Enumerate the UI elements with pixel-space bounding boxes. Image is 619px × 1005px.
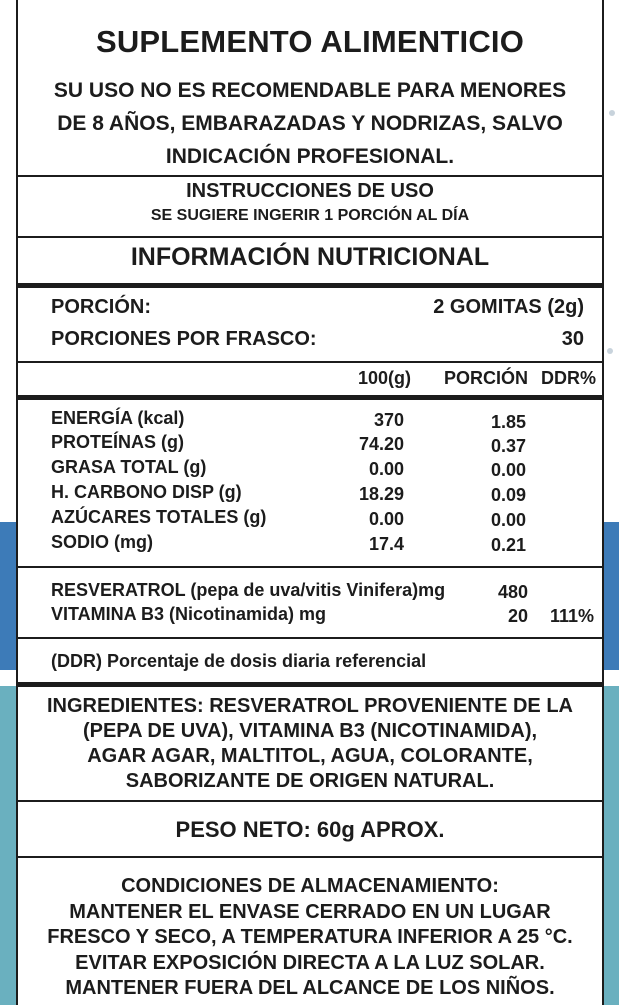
divider [18,175,602,177]
divider [18,236,602,238]
divider [18,566,602,568]
vitamin-b3-ddr: 111% [549,606,594,626]
nutrition-heading: INFORMACIÓN NUTRICIONAL [130,243,490,271]
nutrient-portion: 0.21 [490,535,526,555]
nutrient-portion: 1.85 [490,412,526,432]
storage-line: MANTENER EL ENVASE CERRADO EN UN LUGAR [69,900,551,923]
instructions-heading: INSTRUCCIONES DE USO [186,180,434,202]
serving-value: 2 GOMITAS (2g) [433,296,584,318]
serving-label: PORCIÓN: [51,296,151,318]
storage-line: EVITAR EXPOSICIÓN DIRECTA A LA LUZ SOLAR. [75,951,545,974]
servings-label: PORCIONES POR FRASCO: [51,328,317,350]
warning-text [18,74,602,173]
storage-line: CONDICIONES DE ALMACENAMIENTO: [121,875,499,897]
column-header-ddr: DDR% [541,368,597,388]
nutrient-per100: 18.29 [358,484,404,504]
nutrient-name: GRASA TOTAL (g) [51,457,207,477]
nutrient-name: PROTEÍNAS (g) [51,432,184,452]
nutrient-portion: 0.00 [490,510,526,530]
ingredients-text [18,694,602,794]
nutrient-per100: 0.00 [368,509,404,529]
molecule-dot-icon [609,110,615,116]
servings-value: 30 [561,328,584,350]
divider [18,856,602,858]
nutrient-per100: 0.00 [368,459,404,479]
storage-line: MANTENER FUERA DEL ALCANCE DE LOS NIÑOS. [65,977,555,999]
column-header-portion: PORCIÓN [444,368,529,388]
ingredients-line: SABORIZANTE DE ORIGEN NATURAL. [125,770,495,792]
nutrient-name: H. CARBONO DISP (g) [51,482,242,502]
divider [18,800,602,802]
storage-conditions [18,874,602,1002]
label-title: SUPLEMENTO ALIMENTICIO [95,24,525,59]
warning-line: INDICACIÓN PROFESIONAL. [165,145,455,168]
thick-divider [18,395,602,400]
ingredients-line: INGREDIENTES: RESVERATROL PROVENIENTE DE LA [47,695,573,717]
warning-line: DE 8 AÑOS, EMBARAZADAS Y NODRIZAS, SALVO [57,112,563,135]
nutrient-name: AZÚCARES TOTALES (g) [51,507,267,527]
nutrient-portion: 0.00 [490,460,526,480]
resveratrol-label: RESVERATROL (pepa de uva/vitis Vinifera)mg [51,580,446,600]
nutrient-per100: 17.4 [368,534,404,554]
nutrient-portion: 0.37 [490,436,526,456]
thick-divider [18,682,602,687]
vitamin-b3-value: 20 [507,606,528,626]
divider [18,361,602,363]
resveratrol-value: 480 [497,582,528,602]
nutrient-name: ENERGÍA (kcal) [51,408,185,428]
nutrient-name: SODIO (mg) [51,532,153,552]
instructions-text: SE SUGIERE INGERIR 1 PORCIÓN AL DÍA [150,207,470,224]
net-weight: PESO NETO: 60g APROX. [175,817,445,842]
nutrition-label [16,0,604,1005]
nutrient-portion: 0.09 [490,485,526,505]
ddr-footnote: (DDR) Porcentaje de dosis diaria referencial [51,651,427,671]
thick-divider [18,283,602,288]
column-header-100g: 100(g) [358,368,412,388]
nutrient-per100: 370 [373,410,404,430]
molecule-dot-icon [607,348,613,354]
ingredients-line: (PEPA DE UVA), VITAMINA B3 (NICOTINAMIDA), [82,720,538,742]
divider [18,637,602,639]
vitamin-b3-label: VITAMINA B3 (Nicotinamida) mg [51,604,327,624]
ingredients-line: AGAR AGAR, MALTITOL, AGUA, COLORANTE, [87,745,533,767]
storage-line: FRESCO Y SECO, A TEMPERATURA INFERIOR A 25 °C. [47,926,573,948]
nutrient-per100: 74.20 [358,434,404,454]
warning-line: SU USO NO ES RECOMENDABLE PARA MENORES [53,79,567,102]
